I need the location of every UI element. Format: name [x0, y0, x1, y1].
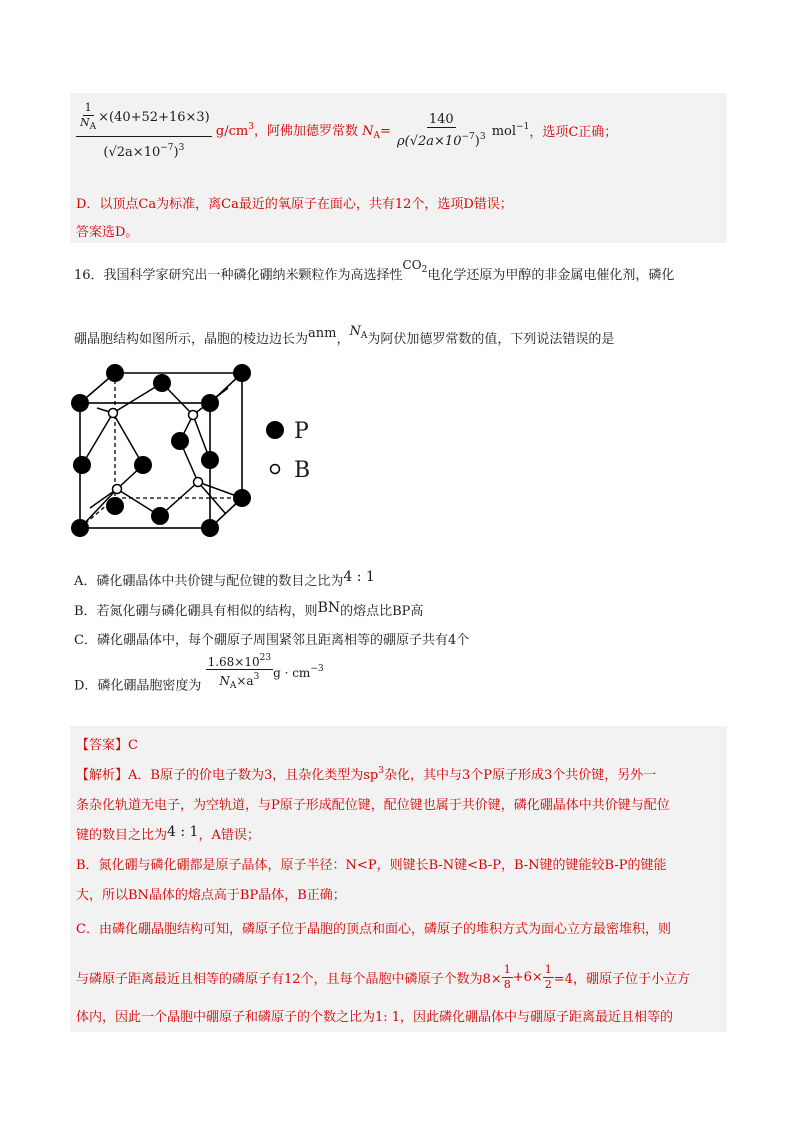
legend-b-symbol [271, 465, 280, 474]
answer-analysis-block [70, 726, 727, 1032]
density-formula-line: $\frac{1}{N_A}$ ×(40+52+16×3) $(√2a\times 10^{-7})^3$ $g/cm^3$，阿佛加德罗常数 $N_A=$ $\frac{140}{\rho(√2a\times 10^{-7})^3}$ mol$^{-1}$，选项C正确； [76, 101, 617, 160]
legend-b-label: B [294, 458, 311, 483]
avogadro-fraction: $\frac{140}{\rho(√2a\times 10^{-7})^3}$ [397, 111, 486, 149]
legend-p-label: P [294, 419, 309, 444]
option-b[interactable]: B．若氮化硼与磷化硼具有相似的结构，则BN的熔点比BP高 [74, 600, 424, 619]
analysis-line-6: C．由磷化硼晶胞结构可知，磷原子位于晶胞的顶点和面心，磷原子的堆积方式为面心立方最密堆积，则 [76, 922, 671, 937]
option-c[interactable]: C．磷化硼晶体中，每个硼原子周围紧邻且距离相等的硼原子共有4个 [74, 633, 470, 648]
option-d-explanation: D．以顶点Ca为标准，离Ca最近的氧原子在面心，共有12个，选项D错误； [76, 197, 513, 212]
analysis-line-2: 条杂化轨道无电子，为空轨道，与P原子形成配位键，配位键也属于共价键，磷化硼晶体中共价键与配位 [76, 798, 670, 813]
p-atom [151, 507, 169, 525]
analysis-line-4: B．氮化硼与磷化硼都是原子晶体，原子半径：N<P，则键长B-N键<B-P，B-N键的键能较B-P的键能 [76, 858, 667, 873]
p-atom [201, 394, 219, 412]
analysis-line-5: 大，所以BN晶体的熔点高于BP晶体，B正确； [76, 888, 346, 903]
b-atom [189, 411, 198, 420]
p-atom [134, 456, 152, 474]
p-atom [201, 451, 219, 469]
p-atom [201, 519, 219, 537]
p-atom [233, 364, 251, 382]
density-fraction-d: $\frac{1.68\times 10^{23}}{N_A\times a^3}$ [207, 653, 272, 691]
p-atom [106, 497, 124, 515]
option-d[interactable]: D．磷化硼晶胞密度为 $\frac{1.68\times 10^{23}}{N_A\times a^3}$ $g \cdot cm^{-3}$ [74, 653, 324, 694]
density-fraction: $\frac{1}{N_A}$ ×(40+52+16×3) $(√2a\times 10^{-7})^3$ [76, 101, 212, 160]
boron-phosphide-unit-cell-diagram [70, 358, 390, 543]
b-atom [113, 485, 122, 494]
analysis-line-1: 【解析】A．B原子的价电子数为3，且杂化类型为$sp^3$杂化，其中与3个P原子形成3个共价键，另外一 [76, 766, 657, 783]
p-atom [71, 394, 89, 412]
answer-label: 【答案】C [76, 738, 138, 753]
question-line-1: 16．我国科学家研究出一种磷化硼纳米颗粒作为高选择性$CO_2$电化学还原为甲醇的非金属电催化剂，磷化 [74, 258, 675, 283]
b-atom [194, 478, 203, 487]
p-atom [153, 374, 171, 392]
p-atom [171, 432, 189, 450]
answer-line: 答案选D。 [76, 225, 139, 240]
b-atom [109, 409, 118, 418]
p-atom [233, 489, 251, 507]
analysis-line-7: 与磷原子距离最近且相等的磷原子有12个，且每个晶胞中磷原子个数为8× $\frac{1}{8}$ +6× $\frac{1}{2}$ =4，硼原子位于小立方 [76, 963, 690, 991]
option-a[interactable]: A．磷化硼晶体中共价键与配位键的数目之比为4 : 1 [74, 569, 375, 589]
p-atom [71, 519, 89, 537]
question-line-2: 硼晶胞结构如图所示，晶胞的棱边边长为anm，$N_A$为阿伏加德罗常数的值，下列说法错误的是 [74, 324, 615, 347]
previous-solution-block [70, 93, 727, 243]
analysis-line-8: 体内，因此一个晶胞中硼原子和磷原子的个数之比为1: 1，因此磷化硼晶体中与硼原子距离最近且相等的 [76, 1010, 674, 1025]
legend-p-symbol [266, 421, 284, 439]
analysis-line-3: 键的数目之比为4 : 1，A错误； [76, 824, 260, 843]
p-atom [106, 364, 124, 382]
p-atom [73, 456, 91, 474]
